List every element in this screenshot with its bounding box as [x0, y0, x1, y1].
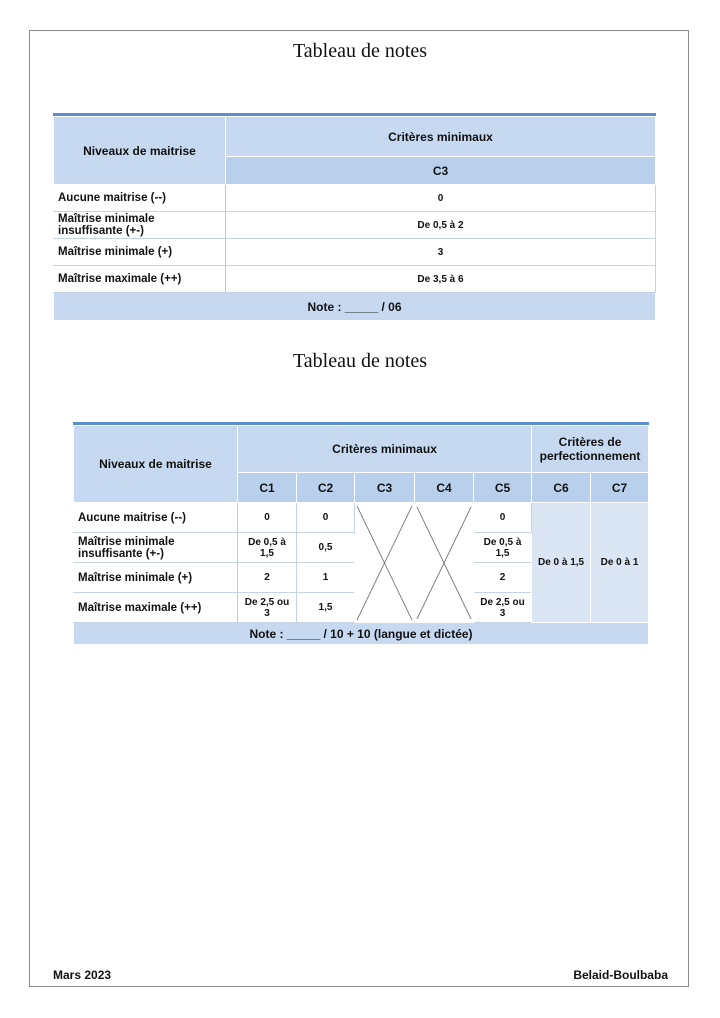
score-cell: 3: [226, 239, 656, 266]
column-header-c3: C3: [355, 473, 415, 503]
levels-header: Niveaux de maitrise: [74, 426, 238, 503]
score-cell-c5: 0: [474, 503, 532, 533]
score-cell-c1: De 2,5 ou 3: [238, 593, 297, 623]
column-header-c3: C3: [226, 157, 656, 185]
score-cell-c5: De 0,5 à 1,5: [474, 533, 532, 563]
column-header-c4: C4: [415, 473, 474, 503]
criteria-header: Critères minimaux: [238, 426, 532, 473]
column-header-c1: C1: [238, 473, 297, 503]
score-cell: De 0,5 à 2: [226, 212, 656, 239]
level-label: Aucune maitrise (--): [74, 503, 238, 533]
column-header-c7: C7: [591, 473, 649, 503]
score-cell-c2: 1: [297, 563, 355, 593]
perfection-header: Critères de perfectionnement: [532, 426, 649, 473]
level-label: Maîtrise minimale (+): [74, 563, 238, 593]
footer-author: Belaid-Boulbaba: [573, 968, 668, 982]
criteria-header: Critères minimaux: [226, 117, 656, 157]
score-cell-c2: 0: [297, 503, 355, 533]
score-cell: 0: [226, 185, 656, 212]
grade-table-1: [53, 113, 656, 321]
score-cell-c5: De 2,5 ou 3: [474, 593, 532, 623]
level-label: Maîtrise minimale (+): [54, 239, 226, 266]
grade-table-2: [73, 422, 649, 645]
levels-header: Niveaux de maitrise: [54, 117, 226, 185]
score-cell-c5: 2: [474, 563, 532, 593]
score-cell-c2: 0,5: [297, 533, 355, 563]
column-header-c6: C6: [532, 473, 591, 503]
cross-mark-icon: [355, 504, 414, 622]
note-row: Note : _____ / 10 + 10 (langue et dictée): [74, 623, 649, 645]
title-table-2: Tableau de notes: [292, 350, 428, 372]
score-cell: De 3,5 à 6: [226, 266, 656, 293]
level-label: Maîtrise maximale (++): [74, 593, 238, 623]
score-cell-c1: 0: [238, 503, 297, 533]
level-label: Maîtrise maximale (++): [54, 266, 226, 293]
column-header-c5: C5: [474, 473, 532, 503]
crossed-out-cell-c3: [355, 503, 415, 623]
cross-mark-icon: [415, 505, 473, 621]
level-label: Maîtrise minimale insuffisante (+-): [74, 533, 238, 563]
footer-date: Mars 2023: [53, 968, 112, 982]
score-cell-c2: 1,5: [297, 593, 355, 623]
note-row: Note : _____ / 06: [54, 293, 656, 321]
level-label: Aucune maitrise (--): [54, 185, 226, 212]
score-cell-c1: 2: [238, 563, 297, 593]
crossed-out-cell-c4: [415, 503, 474, 623]
level-label: Maîtrise minimale insuffisante (+-): [54, 212, 226, 239]
title-table-1: Tableau de notes: [292, 40, 428, 62]
score-cell-c6: De 0 à 1,5: [532, 503, 591, 623]
column-header-c2: C2: [297, 473, 355, 503]
score-cell-c1: De 0,5 à 1,5: [238, 533, 297, 563]
score-cell-c7: De 0 à 1: [591, 503, 649, 623]
